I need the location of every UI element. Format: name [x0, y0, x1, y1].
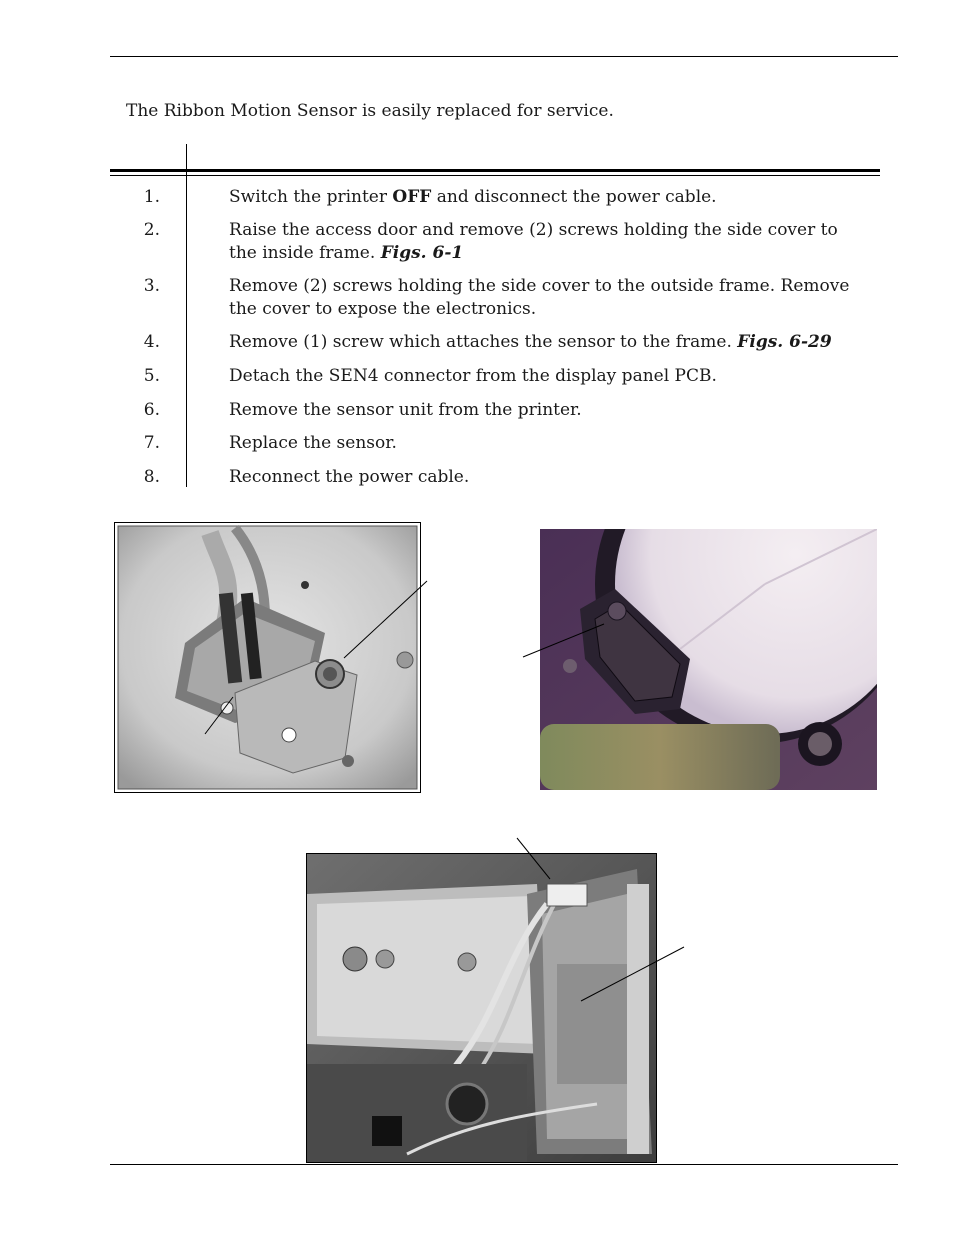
step-text: Remove (2) screws holding the side cover to the outside frame. Remove the cover to expose the electronics. — [229, 276, 850, 319]
step-number: 8. — [143, 467, 160, 487]
header-rule — [110, 56, 898, 57]
footer-rule — [110, 1164, 898, 1165]
table-header-rule — [110, 169, 880, 172]
step-text: Reconnect the power cable. — [229, 467, 470, 487]
step-bold: OFF — [392, 187, 432, 207]
step-text: Replace the sensor. — [229, 433, 397, 453]
step-number: 6. — [143, 400, 160, 420]
step-text-part: Remove (1) screw which attaches the sensor to the frame. — [229, 332, 738, 352]
step-number: 4. — [143, 332, 160, 352]
table-header-rule-thin — [110, 175, 880, 176]
step-number: 3. — [143, 276, 160, 296]
step-text: Detach the SEN4 connector from the display panel PCB. — [229, 366, 717, 386]
sensor-bracket-photo — [114, 522, 421, 793]
display-panel-pcb-photo — [306, 853, 657, 1163]
step-text-part: and disconnect the power cable. — [431, 187, 717, 207]
step-text: Remove the sensor unit from the printer. — [229, 400, 582, 420]
step-text — [229, 331, 864, 354]
step-number: 1. — [143, 187, 160, 207]
step-number: 5. — [143, 366, 160, 386]
ribbon-spool-photo — [540, 529, 877, 790]
step-number: 2. — [143, 220, 160, 240]
step-text-part: Switch the printer — [229, 187, 393, 207]
step-text — [229, 219, 864, 265]
step-text — [229, 186, 864, 209]
intro-text: The Ribbon Motion Sensor is easily replaced for service. — [126, 101, 614, 121]
step-number: 7. — [143, 433, 160, 453]
figure-reference: Figs. 6-29 — [737, 332, 832, 352]
table-column-divider — [186, 144, 187, 487]
figure-reference: Figs. 6-1 — [380, 243, 464, 263]
step-text-part: Raise the access door and remove (2) screws holding the side cover to the inside frame. — [229, 220, 838, 263]
